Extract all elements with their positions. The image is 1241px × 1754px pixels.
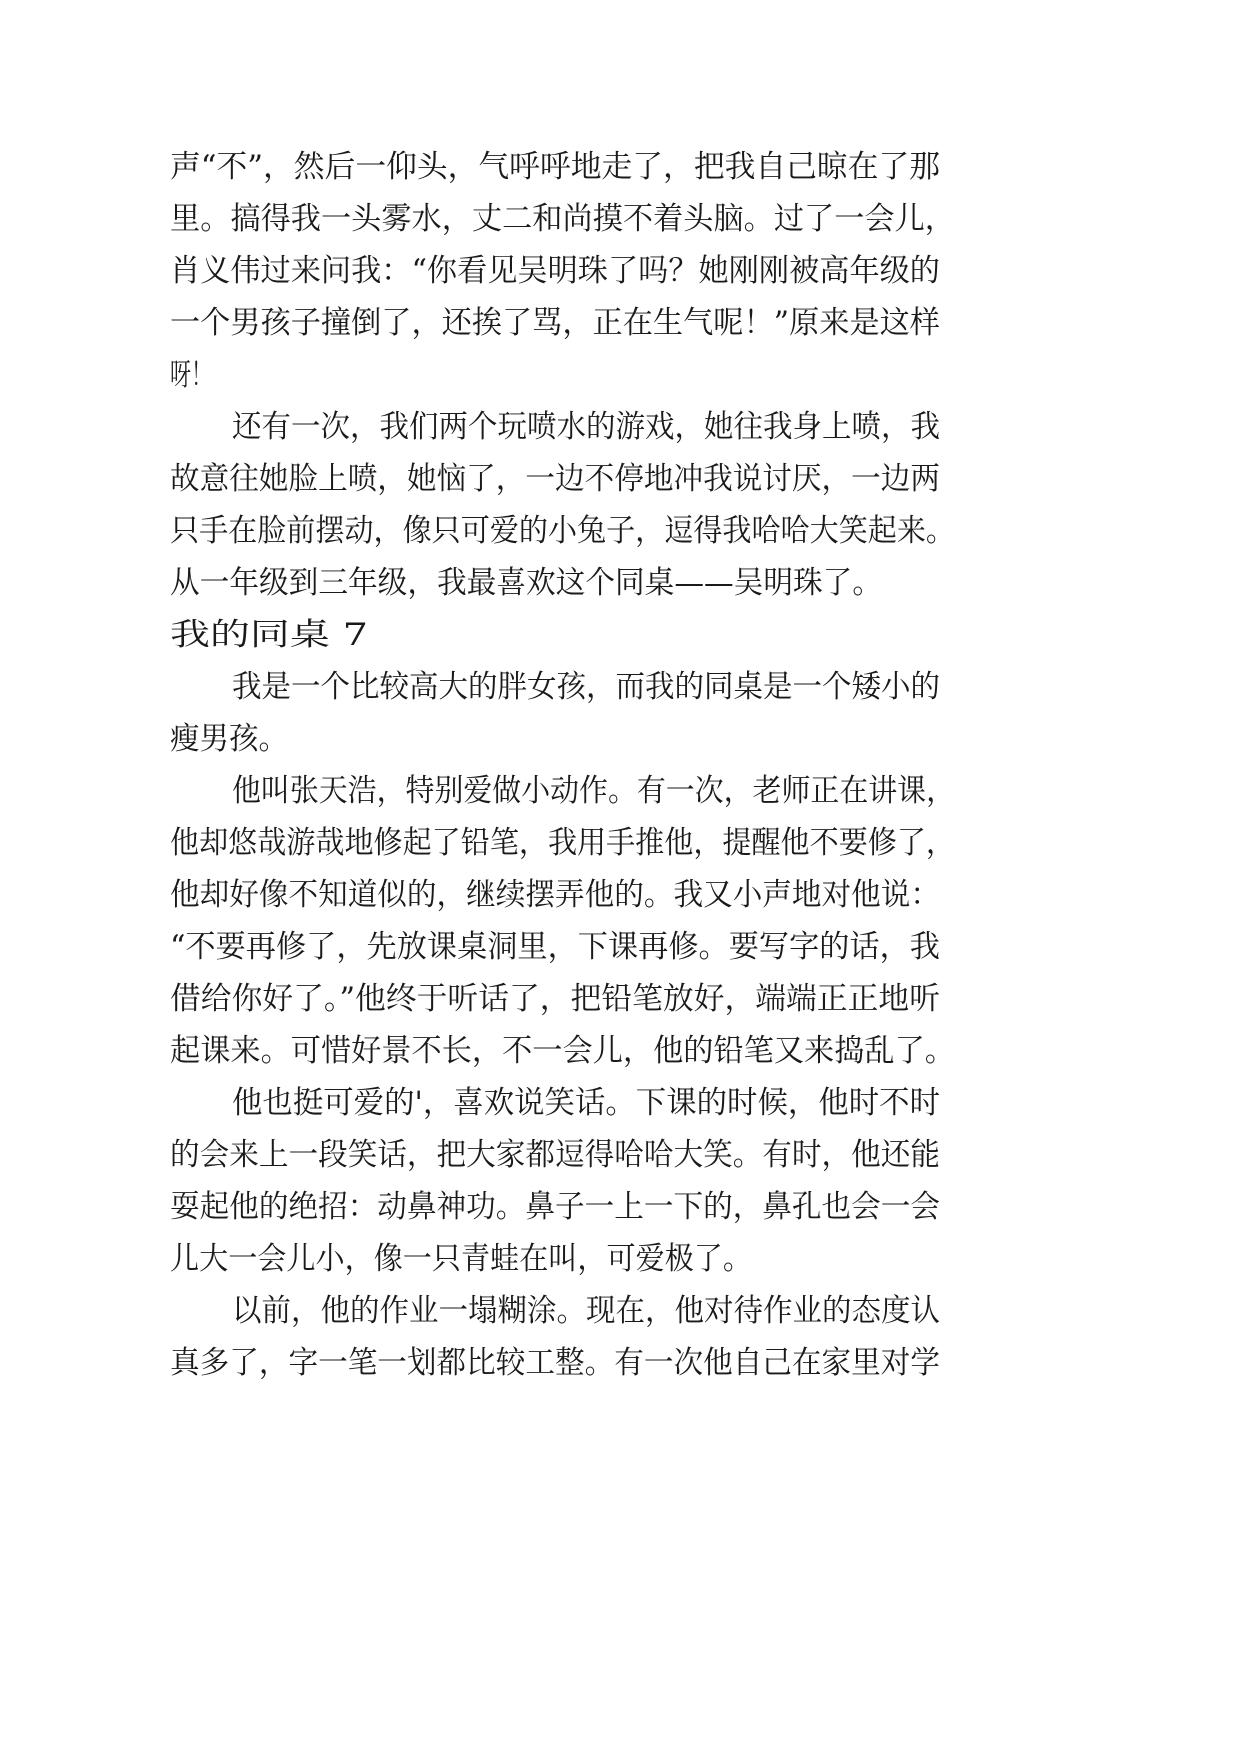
body-text: 还有一次，我们两个玩喷水的游戏，她往我身上喷，我 xyxy=(232,409,940,445)
body-text: 真多了，字一笔一划都比较工整。有一次他自己在家里对学 xyxy=(170,1345,940,1381)
text-line xyxy=(0,346,1241,404)
text-line xyxy=(0,1022,1241,1080)
text-line xyxy=(0,1334,1241,1392)
text-line xyxy=(0,866,1241,924)
text-line xyxy=(0,918,1241,976)
body-text: 儿大一会儿小，像一只青蛙在叫，可爱极了。 xyxy=(170,1241,752,1277)
section-heading: 我的同桌 7 xyxy=(170,617,368,653)
body-text: 呀！ xyxy=(170,357,212,393)
text-line xyxy=(0,1126,1241,1184)
body-text: 他却悠哉游哉地修起了铅笔，我用手推他，提醒他不要修了， xyxy=(170,825,955,861)
text-line xyxy=(0,138,1241,196)
paragraph-first-line xyxy=(0,1282,1241,1340)
body-text: 我是一个比较高大的胖女孩，而我的同桌是一个矮小的 xyxy=(232,669,940,705)
text-line xyxy=(0,294,1241,352)
paragraph-first-line xyxy=(0,1074,1241,1132)
paragraph-first-line xyxy=(0,398,1241,456)
body-text: 借给你好了。”他终于听话了，把铅笔放好，端端正正地听 xyxy=(170,981,940,1017)
body-text: 里。搞得我一头雾水，丈二和尚摸不着头脑。过了一会儿， xyxy=(170,201,955,237)
body-text: 肖义伟过来问我：“你看见吴明珠了吗？她刚刚被高年级的 xyxy=(170,253,940,289)
body-text: 他叫张天浩，特别爱做小动作。有一次，老师正在讲课， xyxy=(232,773,955,809)
body-text: 声“不”，然后一仰头，气呼呼地走了，把我自己晾在了那 xyxy=(170,149,940,185)
body-text: 故意往她脸上喷，她恼了，一边不停地冲我说讨厌，一边两 xyxy=(170,461,940,497)
body-text: 瘦男孩。 xyxy=(170,721,288,757)
text-line xyxy=(0,1230,1241,1288)
section-title xyxy=(0,606,1241,664)
body-text: 以前，他的作业一塌糊涂。现在，他对待作业的态度认 xyxy=(232,1293,940,1329)
text-line xyxy=(0,554,1241,612)
body-text: 从一年级到三年级，我最喜欢这个同桌——吴明珠了。 xyxy=(170,565,882,601)
paragraph-first-line xyxy=(0,658,1241,716)
paragraph-first-line xyxy=(0,762,1241,820)
text-line xyxy=(0,814,1241,872)
text-line xyxy=(0,450,1241,508)
text-line xyxy=(0,710,1241,768)
body-text: 只手在脸前摆动，像只可爱的小兔子，逗得我哈哈大笑起来。 xyxy=(170,513,955,549)
body-text: “不要再修了，先放课桌洞里，下课再修。要写字的话，我 xyxy=(170,929,940,965)
body-text: 他却好像不知道似的，继续摆弄他的。我又小声地对他说： xyxy=(170,877,940,913)
text-line xyxy=(0,502,1241,560)
text-line xyxy=(0,242,1241,300)
body-text: 耍起他的绝招：动鼻神功。鼻子一上一下的，鼻孔也会一会 xyxy=(170,1189,940,1225)
body-text: 他也挺可爱的'，喜欢说笑话。下课的时候，他时不时 xyxy=(232,1085,940,1121)
body-text: 起课来。可惜好景不长，不一会儿，他的铅笔又来捣乱了。 xyxy=(170,1033,955,1069)
text-line xyxy=(0,970,1241,1028)
body-text: 的会来上一段笑话，把大家都逗得哈哈大笑。有时，他还能 xyxy=(170,1137,940,1173)
body-text: 一个男孩子撞倒了，还挨了骂，正在生气呢！”原来是这样 xyxy=(170,305,940,341)
text-line xyxy=(0,190,1241,248)
text-line xyxy=(0,1178,1241,1236)
